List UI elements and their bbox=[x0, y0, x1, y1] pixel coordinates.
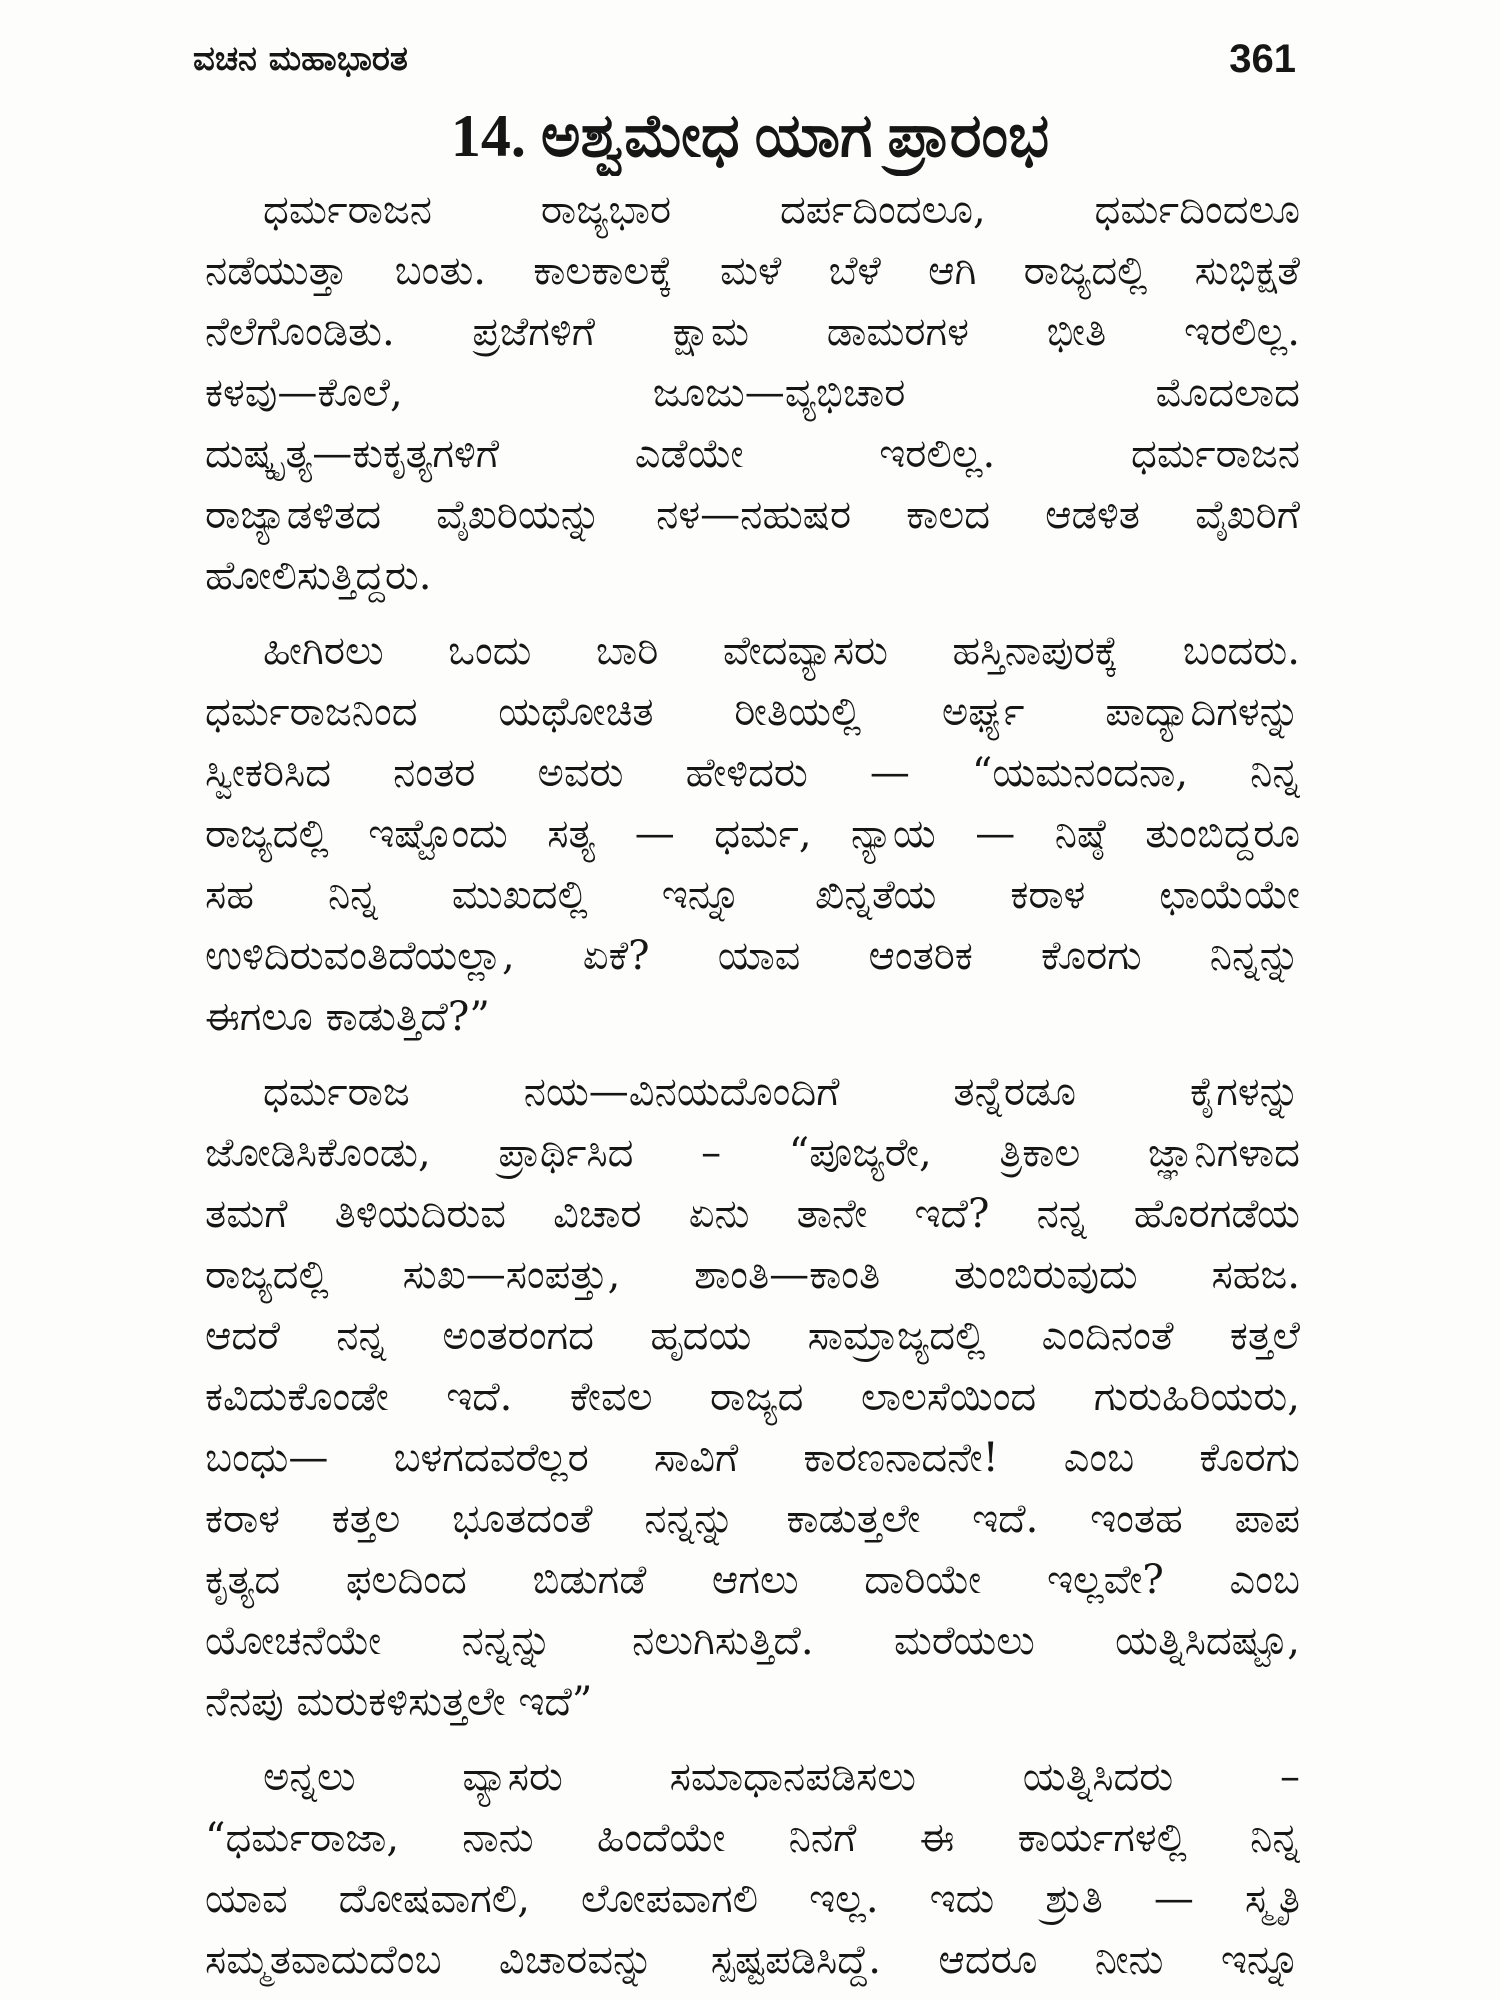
text-line: ಯೋಚನೆಯೇ ನನ್ನನ್ನು ನಲುಗಿಸುತ್ತಿದೆ. ಮರೆಯಲು ಯತ್ನಿಸಿದಷ್ಟೂ, bbox=[205, 1618, 1300, 1664]
text-line: ಯಾವ ದೋಷವಾಗಲಿ, ಲೋಪವಾಗಲಿ ಇಲ್ಲ. ಇದು ಶ್ರುತಿ — ಸ್ಮೃತಿ bbox=[205, 1876, 1300, 1922]
text-line: ಧರ್ಮರಾಜ ನಯ—ವಿನಯದೊಂದಿಗೆ ತನ್ನೆರಡೂ ಕೈಗಳನ್ನು bbox=[263, 1069, 1300, 1115]
chapter-title: 14. ಅಶ್ವಮೇಧ ಯಾಗ ಪ್ರಾರಂಭ bbox=[450, 103, 1050, 169]
text-line: ತಮಗೆ ತಿಳಿಯದಿರುವ ವಿಚಾರ ಏನು ತಾನೇ ಇದೆ? ನನ್ನ ಹೊರಗಡೆಯ bbox=[205, 1191, 1300, 1237]
text-line: ಸ್ವೀಕರಿಸಿದ ನಂತರ ಅವರು ಹೇಳಿದರು — “ಯಮನಂದನಾ, ನಿನ್ನ bbox=[205, 750, 1300, 796]
text-line: ಹೋಲಿಸುತ್ತಿದ್ದರು. bbox=[205, 553, 432, 599]
paragraph bbox=[205, 1062, 1300, 1733]
text-line: ಕಳವು—ಕೊಲೆ, ಜೂಜು—ವ್ಯಭಿಚಾರ ಮೊದಲಾದ bbox=[205, 370, 1300, 416]
text-line: ನೆಲೆಗೊಂಡಿತು. ಪ್ರಜೆಗಳಿಗೆ ಕ್ಷಾಮ ಡಾಮರಗಳ ಭೀತಿ ಇರಲಿಲ್ಲ. bbox=[205, 309, 1300, 355]
running-header-title: ವಚನ ಮಹಾಭಾರತ bbox=[193, 39, 408, 79]
text-line: ದುಷ್ಕೃತ್ಯ—ಕುಕೃತ್ಯಗಳಿಗೆ ಎಡೆಯೇ ಇರಲಿಲ್ಲ. ಧರ್ಮರಾಜನ bbox=[205, 431, 1300, 477]
text-line: ಧರ್ಮರಾಜನ ರಾಜ್ಯಭಾರ ದರ್ಪದಿಂದಲೂ, ಧರ್ಮದಿಂದಲೂ bbox=[263, 187, 1300, 233]
paragraph bbox=[205, 1747, 1300, 1991]
text-line: ಅನ್ನಲು ವ್ಯಾಸರು ಸಮಾಧಾನಪಡಿಸಲು ಯತ್ನಿಸಿದರು – bbox=[263, 1754, 1300, 1800]
body-text bbox=[205, 180, 1300, 1991]
text-line: ಕರಾಳ ಕತ್ತಲ ಭೂತದಂತೆ ನನ್ನನ್ನು ಕಾಡುತ್ತಲೇ ಇದೆ. ಇಂತಹ ಪಾಪ bbox=[205, 1496, 1300, 1542]
text-line: ಸಹ ನಿನ್ನ ಮುಖದಲ್ಲಿ ಇನ್ನೂ ಖಿನ್ನತೆಯ ಕರಾಳ ಛಾಯೆಯೇ bbox=[205, 872, 1300, 918]
text-line: “ಧರ್ಮರಾಜಾ, ನಾನು ಹಿಂದೆಯೇ ನಿನಗೆ ಈ ಕಾರ್ಯಗಳಲ್ಲಿ ನಿನ್ನ bbox=[205, 1815, 1300, 1861]
text-line: ನೆನಪು ಮರುಕಳಿಸುತ್ತಲೇ ಇದೆ” bbox=[205, 1679, 593, 1725]
text-line: ಜೋಡಿಸಿಕೊಂಡು, ಪ್ರಾರ್ಥಿಸಿದ – “ಪೂಜ್ಯರೇ, ತ್ರಿಕಾಲ ಜ್ಞಾನಿಗಳಾದ bbox=[205, 1130, 1300, 1176]
paragraph bbox=[205, 621, 1300, 1048]
page-number: 361 bbox=[1229, 37, 1296, 81]
text-line: ಈಗಲೂ ಕಾಡುತ್ತಿದೆ?” bbox=[205, 994, 490, 1040]
text-line: ಬಂಧು— ಬಳಗದವರೆಲ್ಲರ ಸಾವಿಗೆ ಕಾರಣನಾದನೇ! ಎಂಬ ಕೊರಗು bbox=[205, 1435, 1300, 1481]
paragraph bbox=[205, 180, 1300, 607]
text-line: ಕೃತ್ಯದ ಫಲದಿಂದ ಬಿಡುಗಡೆ ಆಗಲು ದಾರಿಯೇ ಇಲ್ಲವೇ? ಎಂಬ bbox=[205, 1557, 1300, 1603]
text-line: ಹೀಗಿರಲು ಒಂದು ಬಾರಿ ವೇದವ್ಯಾಸರು ಹಸ್ತಿನಾಪುರಕ್ಕೆ ಬಂದರು. bbox=[263, 628, 1300, 674]
text-line: ಉಳಿದಿರುವಂತಿದೆಯಲ್ಲಾ, ಏಕೆ? ಯಾವ ಆಂತರಿಕ ಕೊರಗು ನಿನ್ನನ್ನು bbox=[205, 933, 1300, 979]
text-line: ಸಮ್ಮತವಾದುದೆಂಬ ವಿಚಾರವನ್ನು ಸ್ಪಷ್ಟಪಡಿಸಿದ್ದೆ. ಆದರೂ ನೀನು ಇನ್ನೂ bbox=[205, 1937, 1300, 1983]
running-header bbox=[193, 32, 1296, 86]
text-line: ಕವಿದುಕೊಂಡೇ ಇದೆ. ಕೇವಲ ರಾಜ್ಯದ ಲಾಲಸೆಯಿಂದ ಗುರುಹಿರಿಯರು, bbox=[205, 1374, 1300, 1420]
text-line: ಆದರೆ ನನ್ನ ಅಂತರಂಗದ ಹೃದಯ ಸಾಮ್ರಾಜ್ಯದಲ್ಲಿ ಎಂದಿನಂತೆ ಕತ್ತಲೆ bbox=[205, 1313, 1300, 1359]
text-line: ರಾಜ್ಯಾಡಳಿತದ ವೈಖರಿಯನ್ನು ನಳ—ನಹುಷರ ಕಾಲದ ಆಡಳಿತ ವೈಖರಿಗೆ bbox=[205, 492, 1300, 538]
text-line: ನಡೆಯುತ್ತಾ ಬಂತು. ಕಾಲಕಾಲಕ್ಕೆ ಮಳೆ ಬೆಳೆ ಆಗಿ ರಾಜ್ಯದಲ್ಲಿ ಸುಭಿಕ್ಷತೆ bbox=[205, 248, 1300, 294]
text-line: ಧರ್ಮರಾಜನಿಂದ ಯಥೋಚಿತ ರೀತಿಯಲ್ಲಿ ಅರ್ಘ್ಯ ಪಾದ್ಯಾದಿಗಳನ್ನು bbox=[205, 689, 1300, 735]
text-line: ರಾಜ್ಯದಲ್ಲಿ ಇಷ್ಟೊಂದು ಸತ್ಯ — ಧರ್ಮ, ನ್ಯಾಯ — ನಿಷ್ಠೆ ತುಂಬಿದ್ದರೂ bbox=[205, 811, 1300, 857]
text-line: ರಾಜ್ಯದಲ್ಲಿ ಸುಖ—ಸಂಪತ್ತು, ಶಾಂತಿ—ಕಾಂತಿ ತುಂಬಿರುವುದು ಸಹಜ. bbox=[205, 1252, 1300, 1298]
